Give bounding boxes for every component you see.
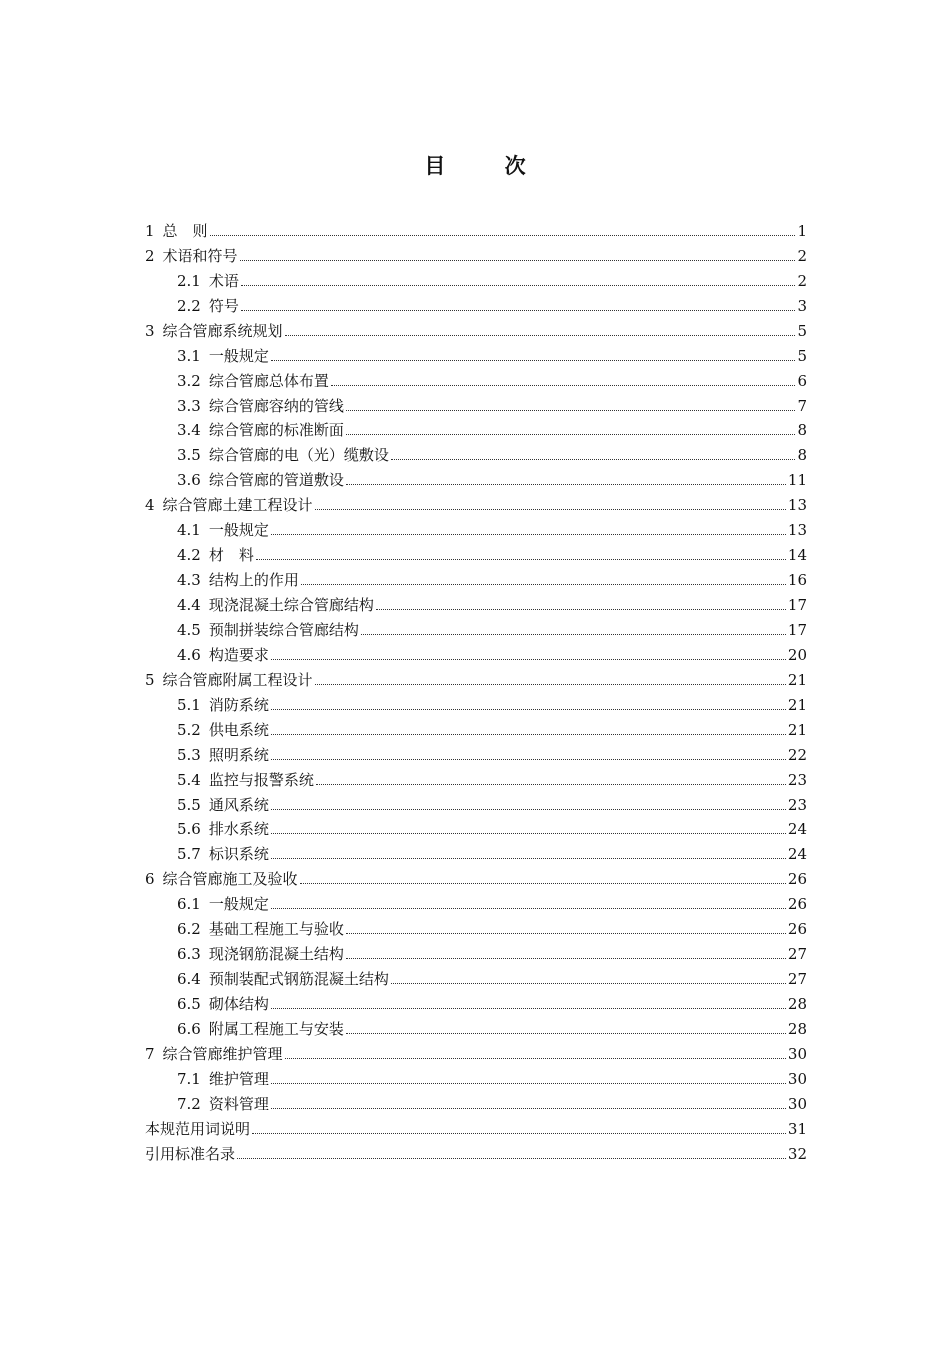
toc-leader-dots: [315, 508, 786, 510]
toc-entry-number: 2: [145, 246, 155, 265]
toc-entry-label: 综合管廊施工及验收: [162, 870, 298, 889]
toc-entry-page: 17: [787, 596, 807, 614]
toc-leader-dots: [346, 483, 786, 485]
toc-leader-dots: [346, 1032, 786, 1034]
toc-leader-dots: [252, 1132, 786, 1134]
toc-entry[interactable]: [145, 963, 807, 988]
toc-entry[interactable]: [145, 290, 807, 315]
toc-entry-number: 3.4: [177, 421, 201, 440]
toc-entry-label: 现浇钢筋混凝土结构: [208, 945, 344, 964]
toc-entry-label: 砌体结构: [208, 995, 269, 1013]
toc-entry[interactable]: [145, 639, 807, 664]
toc-entry-page: 21: [787, 670, 807, 689]
toc-entry-number: 4.1: [177, 521, 201, 540]
toc-entry-number: 6.1: [177, 895, 201, 914]
toc-entry-label: 本规范用词说明: [145, 1119, 251, 1138]
toc-entry-page: 23: [787, 770, 807, 789]
toc-entry-label: 符号: [208, 296, 239, 315]
toc-entry-page: 30: [787, 1044, 807, 1063]
toc-entry-page: 27: [787, 970, 807, 989]
toc-entry[interactable]: [145, 464, 807, 489]
toc-leader-dots: [346, 957, 786, 959]
toc-entry-page: 26: [787, 895, 807, 914]
toc-entry-label: 附属工程施工与安装: [208, 1019, 344, 1038]
toc-entry[interactable]: [145, 415, 807, 440]
toc-leader-dots: [346, 409, 796, 411]
toc-entry-label: 资料管理: [208, 1094, 269, 1113]
toc-entry-number: 5.2: [177, 720, 201, 739]
toc-entry-label: 现浇混凝土综合管廊结构: [208, 596, 374, 614]
toc-entry[interactable]: [145, 390, 807, 415]
toc-leader-dots: [241, 309, 796, 311]
toc-entry-label: 术语: [208, 271, 239, 290]
toc-entry-number: 5.5: [177, 795, 201, 814]
toc-entry[interactable]: [145, 913, 807, 938]
toc-entry-page: 31: [787, 1119, 807, 1138]
toc-entry[interactable]: [145, 439, 807, 464]
toc-entry-page: 13: [787, 521, 807, 540]
toc-entry-page: 3: [797, 296, 807, 315]
toc-leader-dots: [271, 708, 786, 710]
toc-entry-number: 3.3: [177, 396, 201, 415]
toc-leader-dots: [271, 533, 786, 535]
toc-entry-label: 照明系统: [208, 745, 269, 764]
toc-entry-page: 2: [797, 246, 807, 265]
toc-entry-label: 综合管廊土建工程设计: [162, 496, 313, 515]
toc-leader-dots: [256, 558, 786, 560]
toc-entry-label: 维护管理: [208, 1069, 269, 1088]
toc-leader-dots: [271, 359, 796, 361]
toc-entry-label: 供电系统: [208, 720, 269, 739]
toc-entry-number: 6.6: [177, 1019, 201, 1038]
toc-entry-page: 21: [787, 720, 807, 739]
toc-leader-dots: [241, 284, 796, 286]
toc-entry-page: 8: [797, 446, 807, 465]
toc-entry-number: 4.2: [177, 546, 201, 565]
toc-entry-number: 4: [145, 496, 155, 515]
toc-entry-label: 引用标准名录: [145, 1144, 236, 1163]
toc-leader-dots: [210, 234, 796, 236]
toc-entry-number: 6.4: [177, 970, 201, 989]
toc-entry[interactable]: [145, 714, 807, 739]
toc-entry-page: 28: [787, 1019, 807, 1038]
toc-entry-label: 结构上的作用: [208, 571, 299, 590]
toc-entry-number: 1: [145, 221, 155, 240]
toc-entry-page: 1: [797, 221, 807, 240]
toc-entry-number: 2.1: [177, 271, 201, 290]
toc-entry-number: 3.5: [177, 446, 201, 465]
toc-entry-page: 17: [787, 620, 807, 639]
toc-entry-number: 3: [145, 321, 155, 340]
toc-entry-page: 27: [787, 945, 807, 964]
toc-leader-dots: [331, 384, 796, 386]
toc-entry[interactable]: [145, 838, 807, 863]
toc-entry[interactable]: [145, 240, 807, 265]
toc-entry-label: 监控与报警系统: [208, 770, 314, 789]
toc-entry-number: 4.5: [177, 620, 201, 639]
toc-entry[interactable]: [145, 689, 807, 714]
page-title: 目 次: [424, 154, 552, 178]
toc-entry[interactable]: [145, 514, 807, 539]
toc-entry-label: 综合管廊的标准断面: [208, 421, 344, 440]
toc-entry[interactable]: [145, 814, 807, 839]
toc-entry-page: 24: [787, 820, 807, 839]
toc-entry-page: 13: [787, 496, 807, 515]
toc-entry-page: 21: [787, 695, 807, 714]
toc-entry-page: 5: [797, 346, 807, 365]
toc-entry[interactable]: [145, 664, 807, 689]
toc-leader-dots: [285, 1057, 786, 1059]
toc-entry-page: 7: [797, 396, 807, 415]
toc-entry-label: 综合管廊系统规划: [162, 321, 283, 340]
toc-entry[interactable]: [145, 340, 807, 365]
toc-entry-page: 24: [787, 845, 807, 864]
toc-entry-number: 4.3: [177, 571, 201, 590]
toc-entry-page: 20: [787, 645, 807, 664]
toc-entry-number: 5: [145, 670, 155, 689]
toc-entry-number: 4.6: [177, 645, 201, 664]
toc-entry[interactable]: [145, 988, 807, 1013]
toc-entry[interactable]: [145, 1063, 807, 1088]
toc-leader-dots: [240, 259, 796, 261]
toc-leader-dots: [237, 1157, 786, 1159]
toc-entry[interactable]: [145, 1088, 807, 1113]
toc-entry-label: 排水系统: [208, 820, 269, 839]
toc-entry-number: 5.3: [177, 745, 201, 764]
toc-leader-dots: [315, 683, 786, 685]
toc-entry-label: 综合管廊总体布置: [208, 371, 329, 390]
toc-leader-dots: [271, 733, 786, 735]
toc-leader-dots: [271, 1007, 786, 1009]
toc-entry[interactable]: [145, 564, 807, 589]
toc-entry-page: 5: [797, 321, 807, 340]
toc-entry-label: 综合管廊容纳的管线: [208, 396, 344, 415]
toc-entry[interactable]: [145, 863, 807, 888]
toc-leader-dots: [271, 1082, 786, 1084]
table-of-contents: [145, 215, 807, 1163]
toc-entry-number: 3.1: [177, 346, 201, 365]
toc-entry-page: 26: [787, 920, 807, 939]
toc-entry-page: 23: [787, 795, 807, 814]
toc-entry[interactable]: [145, 789, 807, 814]
toc-leader-dots: [301, 583, 786, 585]
toc-entry-number: 3.2: [177, 371, 201, 390]
toc-entry-page: 26: [787, 870, 807, 889]
toc-leader-dots: [346, 932, 786, 934]
toc-leader-dots: [271, 907, 786, 909]
toc-entry-number: 7.1: [177, 1069, 201, 1088]
toc-entry-page: 11: [787, 471, 807, 490]
toc-entry-number: 6: [145, 870, 155, 889]
toc-entry[interactable]: [145, 589, 807, 614]
toc-entry-number: 5.6: [177, 820, 201, 839]
toc-entry-page: 28: [787, 995, 807, 1013]
toc-entry-label: 一般规定: [208, 521, 269, 540]
toc-entry-page: 8: [797, 421, 807, 440]
toc-leader-dots: [376, 608, 786, 610]
toc-leader-dots: [346, 433, 796, 435]
toc-entry-number: 6.3: [177, 945, 201, 964]
toc-entry-page: 16: [787, 571, 807, 590]
toc-leader-dots: [271, 658, 786, 660]
toc-entry-label: 预制拼装综合管廊结构: [208, 620, 359, 639]
toc-leader-dots: [271, 857, 786, 859]
toc-leader-dots: [316, 783, 786, 785]
toc-entry-number: 6.5: [177, 995, 201, 1013]
toc-entry-number: 3.6: [177, 471, 201, 490]
toc-leader-dots: [271, 758, 786, 760]
toc-entry-label: 标识系统: [208, 845, 269, 864]
toc-entry-page: 30: [787, 1069, 807, 1088]
toc-leader-dots: [300, 882, 786, 884]
toc-entry-page: 6: [797, 371, 807, 390]
toc-entry-label: 综合管廊维护管理: [162, 1044, 283, 1063]
toc-entry[interactable]: [145, 938, 807, 963]
toc-entry-label: 构造要求: [208, 645, 269, 664]
toc-entry-label: 综合管廊的电（光）缆敷设: [208, 446, 389, 465]
toc-leader-dots: [391, 982, 786, 984]
toc-entry-page: 22: [787, 745, 807, 764]
toc-leader-dots: [271, 1107, 786, 1109]
toc-leader-dots: [271, 808, 786, 810]
toc-entry[interactable]: [145, 739, 807, 764]
toc-entry-label: 预制装配式钢筋混凝土结构: [208, 970, 389, 989]
toc-entry-label: 综合管廊的管道敷设: [208, 471, 344, 490]
toc-leader-dots: [361, 633, 786, 635]
toc-entry-number: 5.1: [177, 695, 201, 714]
toc-entry[interactable]: [145, 1138, 807, 1163]
toc-leader-dots: [285, 334, 796, 336]
toc-leader-dots: [391, 458, 796, 460]
toc-entry-number: 5.7: [177, 845, 201, 864]
toc-entry-page: 32: [787, 1144, 807, 1163]
toc-entry-number: 2.2: [177, 296, 201, 315]
toc-entry[interactable]: [145, 888, 807, 913]
toc-entry-label: 综合管廊附属工程设计: [162, 670, 313, 689]
toc-entry[interactable]: [145, 1013, 807, 1038]
toc-entry-number: 7.2: [177, 1094, 201, 1113]
toc-entry[interactable]: [145, 1038, 807, 1063]
toc-entry[interactable]: [145, 614, 807, 639]
toc-entry[interactable]: [145, 1113, 807, 1138]
toc-entry-number: 6.2: [177, 920, 201, 939]
toc-entry-page: 14: [787, 546, 807, 565]
toc-entry[interactable]: [145, 539, 807, 564]
toc-entry-label: 通风系统: [208, 795, 269, 814]
toc-entry-number: 4.4: [177, 596, 201, 614]
toc-entry[interactable]: [145, 764, 807, 789]
toc-entry[interactable]: [145, 365, 807, 390]
toc-entry-label: 材 料: [208, 546, 254, 565]
toc-entry[interactable]: [145, 215, 807, 240]
toc-entry-number: 7: [145, 1044, 155, 1063]
toc-entry-label: 一般规定: [208, 346, 269, 365]
toc-entry-label: 基础工程施工与验收: [208, 920, 344, 939]
toc-entry-page: 2: [797, 271, 807, 290]
toc-entry[interactable]: [145, 489, 807, 514]
toc-entry-label: 一般规定: [208, 895, 269, 914]
toc-leader-dots: [271, 832, 786, 834]
toc-entry[interactable]: [145, 315, 807, 340]
toc-entry-label: 消防系统: [208, 695, 269, 714]
toc-entry-number: 5.4: [177, 770, 201, 789]
toc-entry-label: 术语和符号: [162, 246, 238, 265]
toc-entry-page: 30: [787, 1094, 807, 1113]
toc-entry[interactable]: [145, 265, 807, 290]
toc-entry-label: 总 则: [162, 221, 208, 240]
